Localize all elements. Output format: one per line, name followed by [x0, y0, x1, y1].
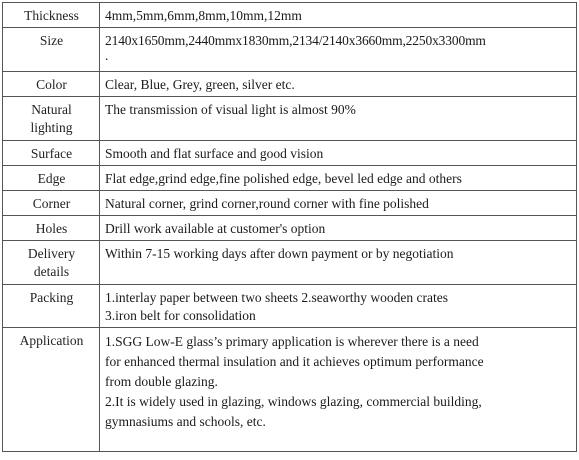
label-line: Natural — [31, 102, 72, 117]
value-line: Natural corner, grind corner,round corner with fine polished — [105, 196, 429, 211]
label-delivery-details — [3, 241, 100, 285]
value-packing — [100, 285, 577, 328]
row-corner — [3, 191, 577, 216]
value-thickness — [100, 3, 577, 28]
row-color — [3, 72, 577, 97]
label-line: Delivery — [27, 246, 76, 261]
value-size — [100, 28, 577, 72]
value-surface — [100, 141, 577, 166]
label-natural-lighting — [3, 97, 100, 141]
value-line: from double glazing. — [105, 374, 218, 389]
spec-table — [2, 2, 577, 452]
value-line: . — [105, 48, 109, 63]
label-thickness: Thickness — [3, 3, 100, 28]
label-color: Color — [3, 72, 100, 97]
value-line: gymnasiums and schools, etc. — [105, 414, 266, 429]
label-line: lighting — [30, 120, 73, 135]
row-size — [3, 28, 577, 72]
value-line: 2.It is widely used in glazing, windows glazing, commercial building, — [105, 394, 482, 409]
value-delivery-details — [100, 241, 577, 285]
row-packing — [3, 285, 577, 328]
value-line: Smooth and flat surface and good vision — [105, 146, 324, 161]
value-line: Flat edge,grind edge,fine polished edge, bevel led edge and others — [105, 171, 462, 186]
label-packing: Packing — [3, 285, 100, 328]
value-line: Clear, Blue, Grey, green, silver etc. — [105, 77, 295, 92]
value-edge — [100, 166, 577, 191]
label-surface: Surface — [3, 141, 100, 166]
row-application — [3, 328, 577, 452]
value-corner — [100, 191, 577, 216]
value-holes — [100, 216, 577, 241]
row-holes — [3, 216, 577, 241]
row-natural-lighting — [3, 97, 577, 141]
row-delivery-details — [3, 241, 577, 285]
label-size: Size — [3, 28, 100, 72]
row-edge — [3, 166, 577, 191]
value-color — [100, 72, 577, 97]
value-line: for enhanced thermal insulation and it achieves optimum performance — [105, 354, 484, 369]
label-edge: Edge — [3, 166, 100, 191]
value-line: 1.SGG Low-E glass’s primary application is wherever there is a need — [105, 334, 479, 349]
value-line: The transmission of visual light is almost 90% — [105, 102, 356, 117]
value-line: 4mm,5mm,6mm,8mm,10mm,12mm — [105, 8, 302, 23]
label-line: details — [33, 264, 70, 279]
value-line: Within 7-15 working days after down payment or by negotiation — [105, 246, 454, 261]
value-line: 1.interlay paper between two sheets 2.seaworthy wooden crates — [105, 290, 449, 305]
value-line: 3.iron belt for consolidation — [105, 308, 256, 323]
value-line: Drill work available at customer's option — [105, 221, 326, 236]
value-line: 2140x1650mm,2440mmx1830mm,2134/2140x3660mm,2250x3300mm — [105, 33, 486, 48]
row-thickness — [3, 3, 577, 28]
label-application: Application — [3, 328, 100, 452]
row-surface — [3, 141, 577, 166]
label-holes: Holes — [3, 216, 100, 241]
value-application — [100, 328, 577, 452]
value-natural-lighting — [100, 97, 577, 141]
label-corner: Corner — [3, 191, 100, 216]
